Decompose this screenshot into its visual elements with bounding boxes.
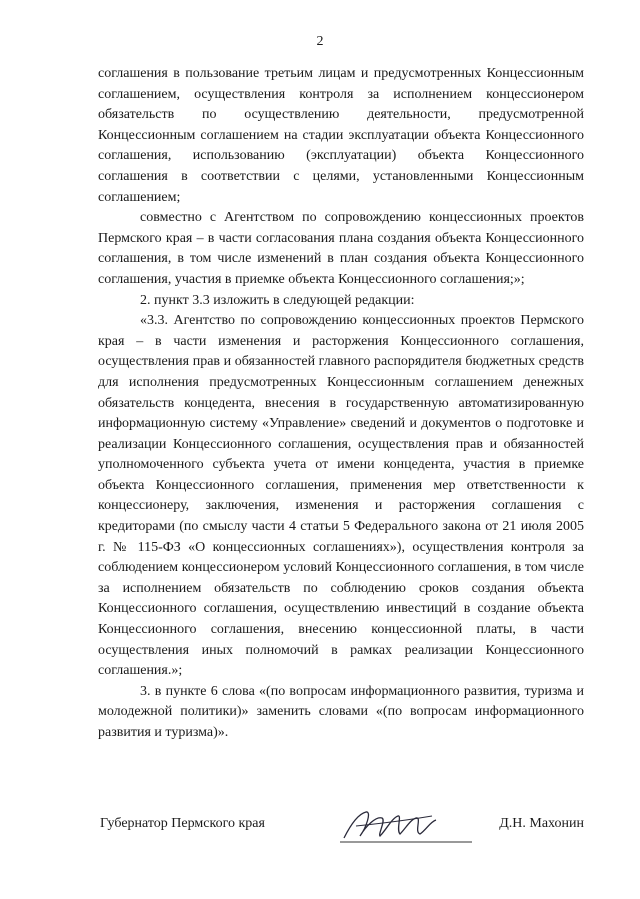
paragraph-agency-coordination: совместно с Агентством по сопровождению концессионных проектов Пермского края – в части согласования плана создания объекта Концессионного соглашения, в том числе изменений в план создания объекта Концессионного соглашения, участия в приемке объекта Концессионного соглашения;»;	[98, 210, 584, 287]
document-body	[98, 64, 584, 744]
paragraph-item-3: 3. в пункте 6 слова «(по вопросам информационного развития, туризма и молодежной политики)» заменить словами «(по вопросам информационного развития и туризма)».	[98, 683, 584, 740]
handwritten-signature-icon	[336, 804, 476, 848]
paragraph-item-2: 2. пункт 3.3 изложить в следующей редакции:	[140, 292, 415, 308]
signature-block	[98, 812, 584, 842]
signatory-name: Д.Н. Махонин	[499, 816, 584, 831]
signatory-title: Губернатор Пермского края	[100, 816, 265, 831]
paragraph-continuation: соглашения в пользование третьим лицам и предусмотренных Концессионным соглашением, осуществления контроля за исполнением концессионером обязательств по осуществлению деятельности, предусмотренной Концессионным соглашением на стадии эксплуатации объекта Концессионного соглашения, использованию (эксплуатации) объекта Концессионного соглашения в соответствии с целями, установленными Концессионным соглашением;	[98, 66, 584, 205]
page-number: 2	[316, 34, 324, 49]
paragraph-clause-3-3: «3.3. Агентство по сопровождению концессионных проектов Пермского края – в части изменения и расторжения Концессионного соглашения, осуществления прав и обязанностей главного распорядителя бюджетных средств для исполнения предусмотренных Концессионным соглашением денежных обязательств концедента, внесения в государственную автоматизированную информационную систему «Управление» сведений и документов о подготовке и реализации Концессионного соглашения, осуществления прав и обязанностей уполномоченного субъекта учета от имени концедента, участия в приемке объекта Концессионного соглашения, применения мер ответственности к концессионеру, заключения, изменения и расторжения соглашения с кредиторами (по смыслу части 4 статьи 5 Федерального закона от 21 июля 2005 г. № 115-ФЗ «О концессионных соглашениях»), осуществления контроля за соблюдением концессионером условий Концессионного соглашения, в том числе за исполнением обязательств по соблюдению сроков создания объекта Концессионного соглашения, осуществлению инвестиций в создание объекта Концессионного соглашения, внесению концессионной платы, в части осуществления иных полномочий в рамках реализации Концессионного соглашения.»;	[98, 313, 584, 679]
